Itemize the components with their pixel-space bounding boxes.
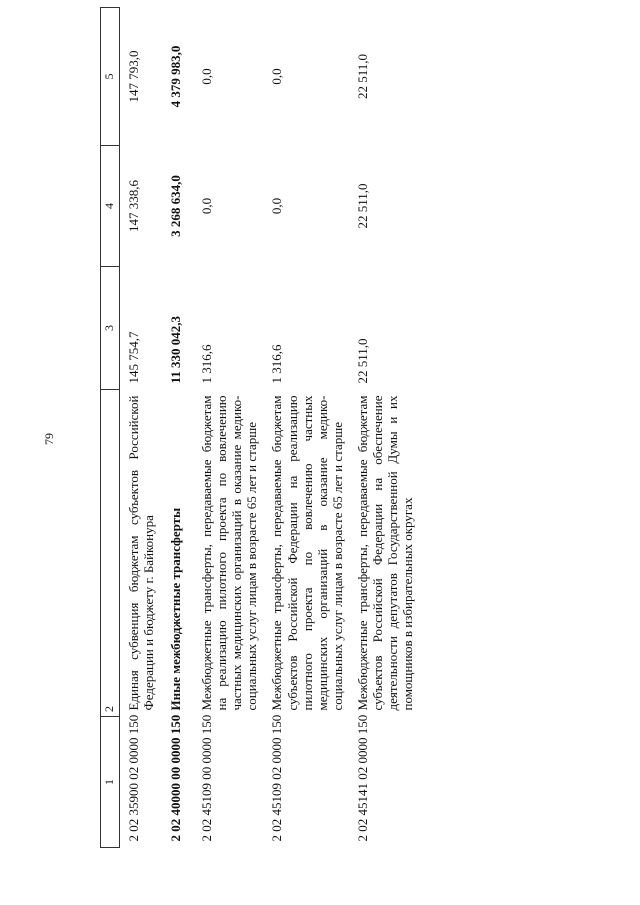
column-header-5: 5 — [101, 8, 120, 146]
row-value-3: 11 330 042,3 — [168, 315, 184, 384]
row-code: 2 02 35900 02 0000 150 — [125, 714, 141, 842]
row-value-3: 22 511,0 — [354, 338, 370, 384]
row-code: 2 02 45109 02 0000 150 — [269, 714, 285, 842]
row-value-3: 1 316,6 — [269, 344, 285, 384]
table-row — [119, 8, 160, 848]
row-value-4: 0,0 — [269, 197, 285, 215]
row-name: Межбюджетные трансферты, передаваемые бюджетам на реализацию пилотного проекта по вовлечению частных медицинских организаций в оказание медико-социальных услуг лицам в возрасте 65 лет и старше — [199, 395, 260, 711]
row-value-4: 3 268 634,0 — [168, 175, 184, 237]
row-name: Межбюджетные трансферты, передаваемые бюджетам субъектов Российской Федерации на обеспечение деятельности депутатов Государственной Думы и их помощников в избирательных округах — [354, 395, 416, 711]
table-row — [160, 8, 193, 848]
budget-table — [100, 7, 419, 848]
row-value-5: 0,0 — [269, 68, 285, 85]
row-value-5: 147 793,0 — [125, 50, 141, 103]
row-name: Единая субвенция бюджетам субъектов Российской Федерации и бюджету г. Байконура — [125, 395, 156, 711]
row-code: 2 02 45141 02 0000 150 — [354, 714, 370, 842]
row-code: 2 02 40000 00 0000 150 — [168, 714, 184, 842]
row-value-3: 145 754,7 — [125, 331, 141, 384]
row-value-4: 0,0 — [199, 197, 215, 215]
row-name: Иные межбюджетные трансферты — [168, 507, 184, 711]
column-header-1: 1 — [101, 717, 120, 848]
row-value-3: 1 316,6 — [199, 344, 215, 384]
table-row — [193, 8, 263, 848]
row-value-4: 22 511,0 — [354, 183, 370, 229]
column-header-3: 3 — [101, 267, 120, 390]
page-number: 79 — [42, 433, 56, 445]
row-value-5: 4 379 983,0 — [168, 45, 184, 108]
column-header-2: 2 — [101, 390, 120, 717]
row-value-5: 0,0 — [199, 68, 215, 85]
row-name: Межбюджетные трансферты, передаваемые бюджетам субъектов Российской Федерации на реализацию пилотного проекта по вовлечению частных медицинских организаций в оказание медико-социальных услуг лицам в возрасте 65 лет и старше — [269, 395, 345, 711]
row-value-5: 22 511,0 — [354, 53, 370, 100]
row-code: 2 02 45109 00 0000 150 — [199, 714, 215, 842]
table-row — [349, 8, 419, 848]
row-value-4: 147 338,6 — [125, 180, 141, 232]
document-table-wrapper — [100, 45, 419, 848]
table-header-row — [101, 8, 120, 848]
column-header-4: 4 — [101, 146, 120, 267]
table-row — [263, 8, 348, 848]
